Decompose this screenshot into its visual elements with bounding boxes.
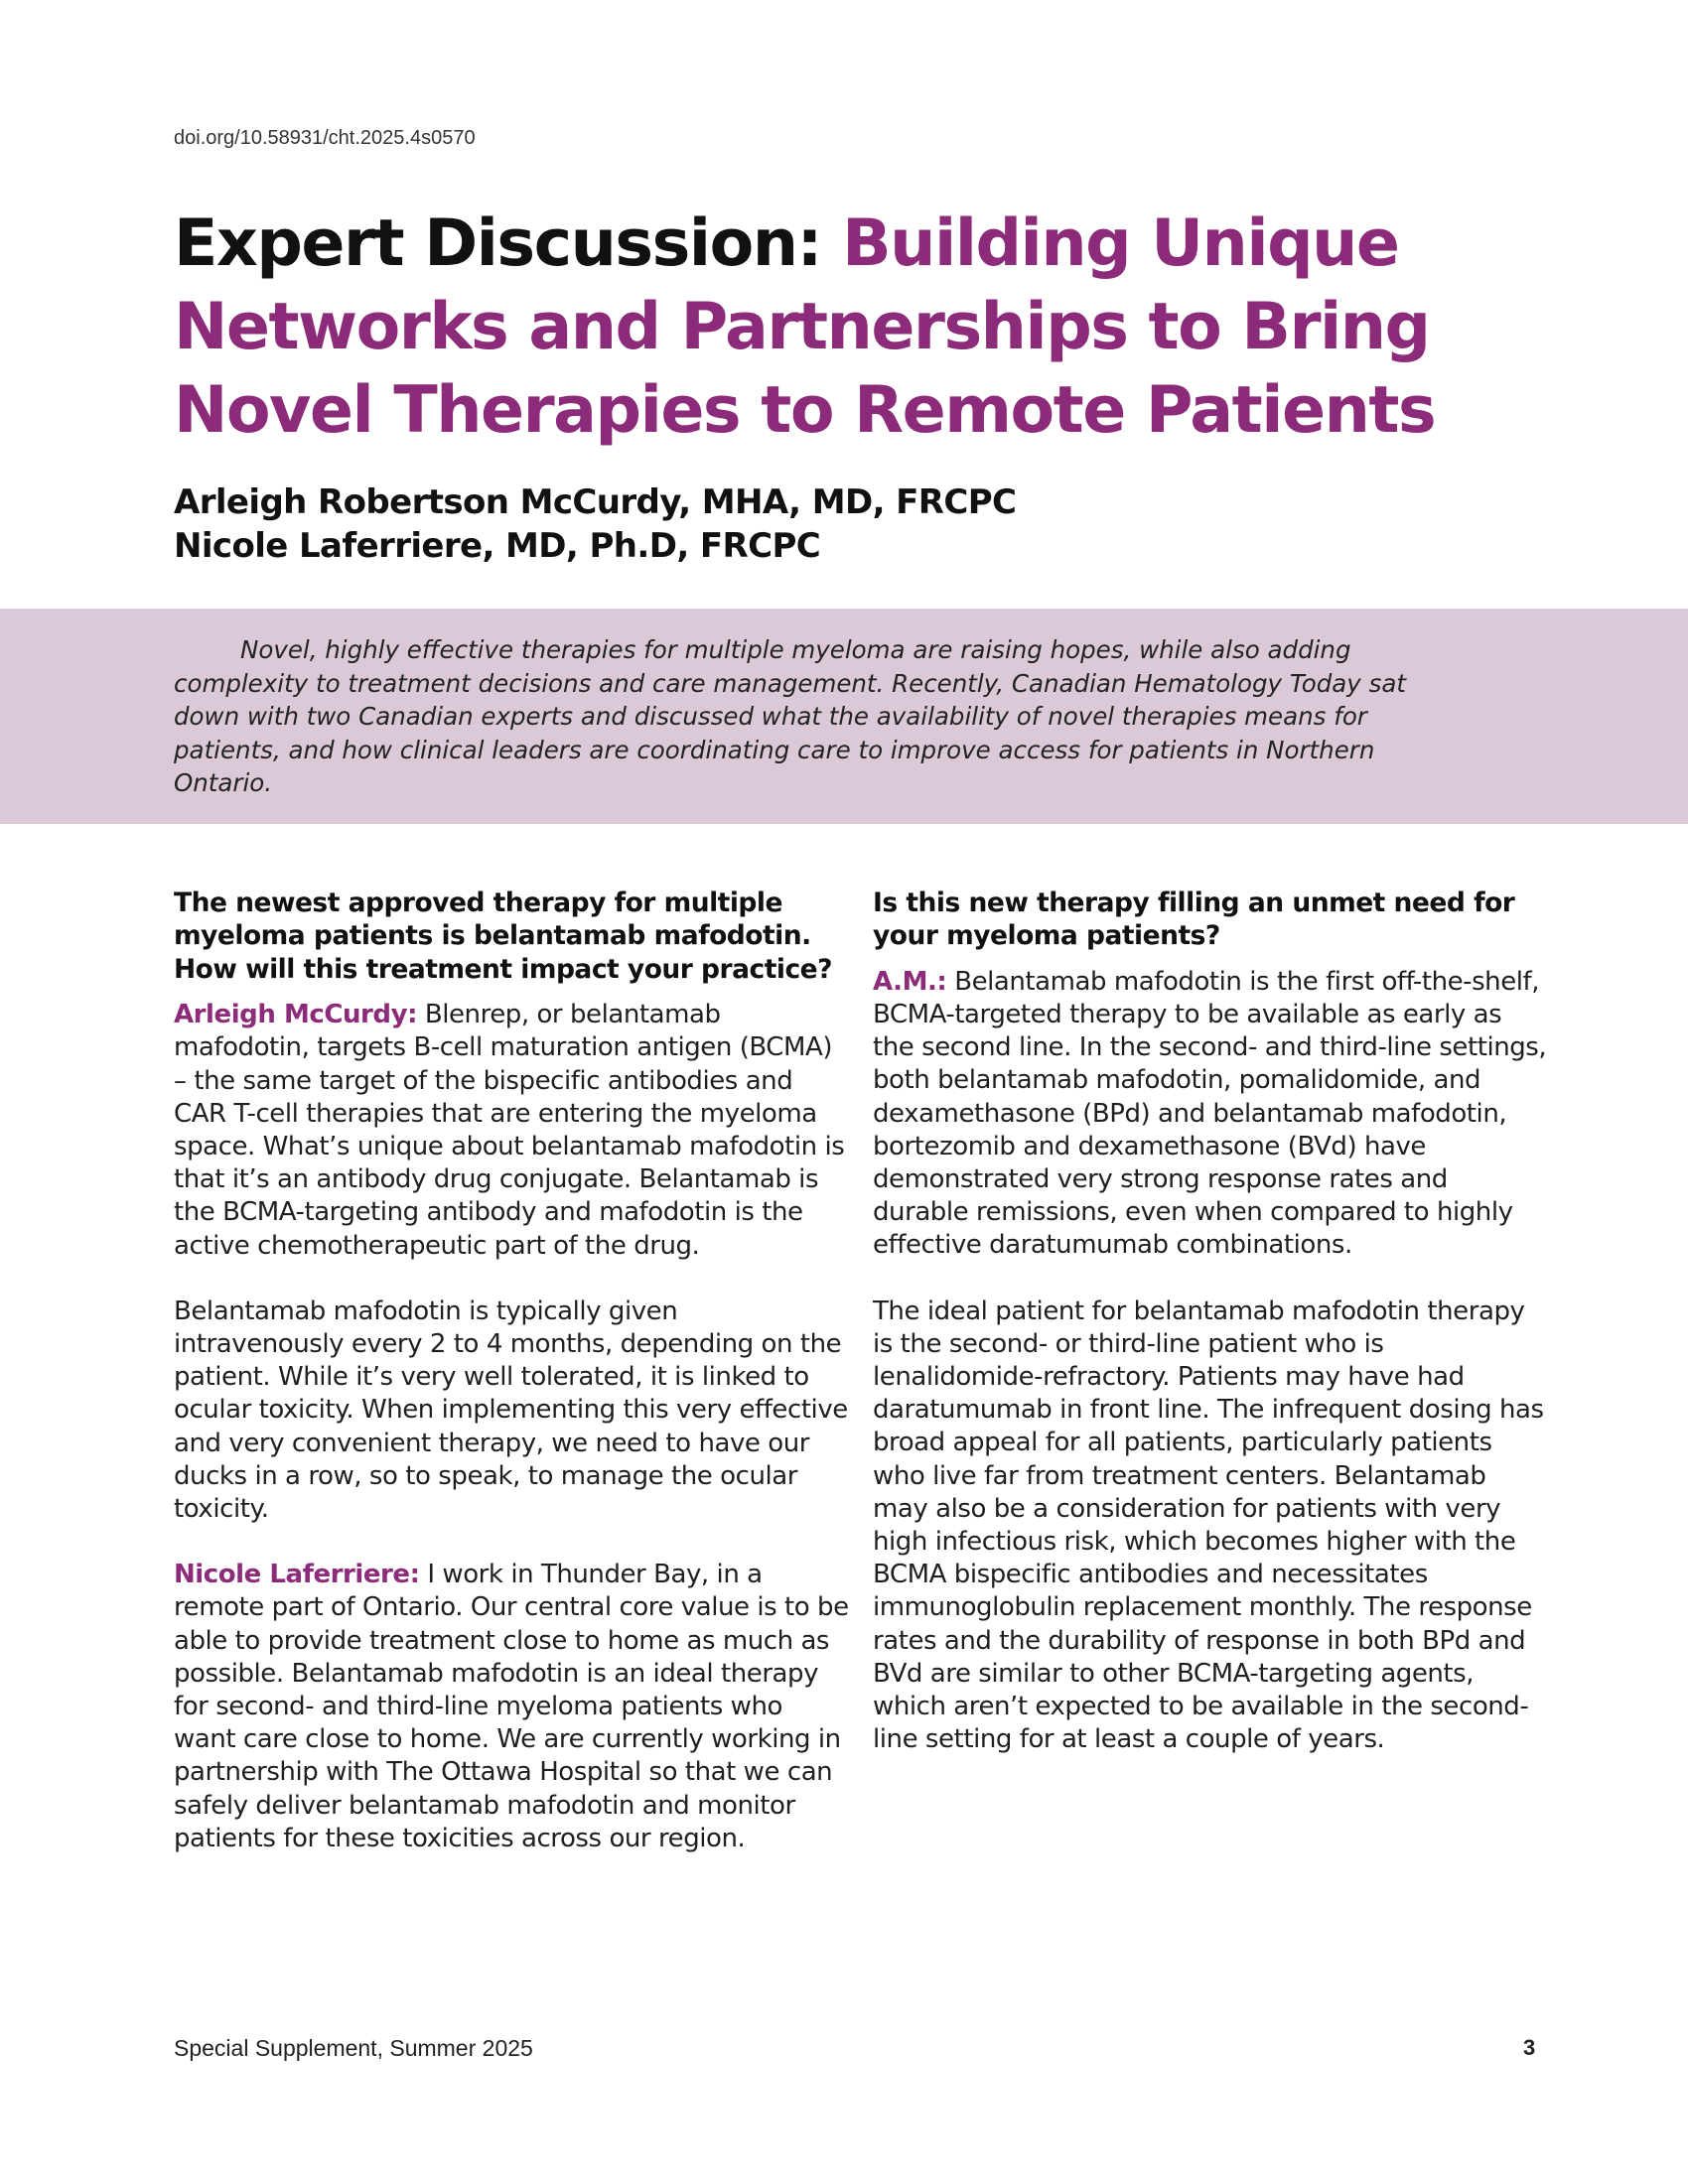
speaker-label: Arleigh McCurdy: (174, 1000, 418, 1030)
answer-text: Blenrep, or belantamab mafodotin, targets B-cell maturation antigen (BCMA) – the same target of the bispecific antibodies and CAR T-cell therapies that are entering the myeloma space. What’s unique about belantamab mafodotin is that it’s an antibody drug conjugate. Belantamab is the BCMA-targeting antibody and mafodotin is the active chemotherapeutic part of the drug. (174, 1000, 845, 1261)
page-number: 3 (1523, 2035, 1536, 2060)
answer-paragraph: The ideal patient for belantamab mafodotin therapy is the second- or third-line patient who is lenalidomide-refractory. Patients may have had daratumumab in front line. The infrequent dosing has broad appeal for all patients, particularly patients who live far from treatment centers. Belantamab may also be a consideration for patients with very high infectious risk, which becomes higher with the BCMA bispecific antibodies and necessitates immunoglobulin replacement monthly. The response rates and the durability of response in both BPd and BVd are similar to other BCMA-targeting agents, which aren’t expected to be available in the second-line setting for at least a couple of years. (873, 1296, 1544, 1755)
article-title (174, 203, 1544, 453)
question-heading: The newest approved therapy for multiple myeloma patients is belantamab mafodotin. How will this treatment impact your practice? (174, 887, 832, 985)
author-1: Arleigh Robertson McCurdy, MHA, MD, FRCPC (174, 482, 1017, 522)
answer-paragraph (873, 966, 1548, 1263)
doi-link[interactable]: doi.org/10.58931/cht.2025.4s0570 (174, 127, 476, 149)
question-heading: Is this new therapy filling an unmet need for your myeloma patients? (873, 887, 1515, 952)
answer-paragraph (174, 1559, 849, 1855)
author-list (174, 480, 1016, 568)
speaker-label: A.M.: (873, 966, 947, 997)
answer-paragraph (174, 999, 849, 1263)
left-column (174, 887, 849, 1888)
title-prefix: Expert Discussion: (174, 206, 843, 281)
answer-text: Belantamab mafodotin is the first off-the-shelf, BCMA-targeted therapy to be available as early as the second line. In the second- and third-line settings, both belantamab mafodotin, pomalidomide, and dexamethasone (BPd) and belantamab mafodotin, bortezomib and dexamethasone (BVd) have demonstrated very strong response rates and durable remissions, even when compared to highly effective daratumumab combinations. (873, 966, 1547, 1261)
abstract-text: Novel, highly effective therapies for multiple myeloma are raising hopes, while also adding complexity to treatment decisions and care management. Recently, Canadian Hematology Today sat down with two Canadian experts and discussed what the availability of novel therapies means for patients, and how clinical leaders are coordinating care to improve access for patients in Northern Ontario. (174, 635, 1406, 797)
answer-text: I work in Thunder Bay, in a remote part of Ontario. Our central core value is to be able to provide treatment close to home as much as possible. Belantamab mafodotin is an ideal therapy for second- and third-line myeloma patients who want care close to home. We are currently working in partnership with The Ottawa Hospital so that we can safely deliver belantamab mafodotin and monitor patients for these toxicities across our region. (174, 1560, 849, 1853)
abstract-band (0, 609, 1688, 824)
footer-publication: Special Supplement, Summer 2025 (174, 2035, 533, 2061)
speaker-label: Nicole Laferriere: (174, 1560, 420, 1590)
right-column (873, 887, 1548, 1789)
answer-paragraph: Belantamab mafodotin is typically given intravenously every 2 to 4 months, depending on the patient. While it’s very well tolerated, it is linked to ocular toxicity. When implementing this very effective and very convenient therapy, we need to have our ducks in a row, so to speak, to manage the ocular toxicity. (174, 1296, 848, 1525)
title-accent: Building Unique Networks and Partnerships to Bring Novel Therapies to Remote Patients (174, 206, 1436, 448)
author-2: Nicole Laferriere, MD, Ph.D, FRCPC (174, 526, 821, 566)
